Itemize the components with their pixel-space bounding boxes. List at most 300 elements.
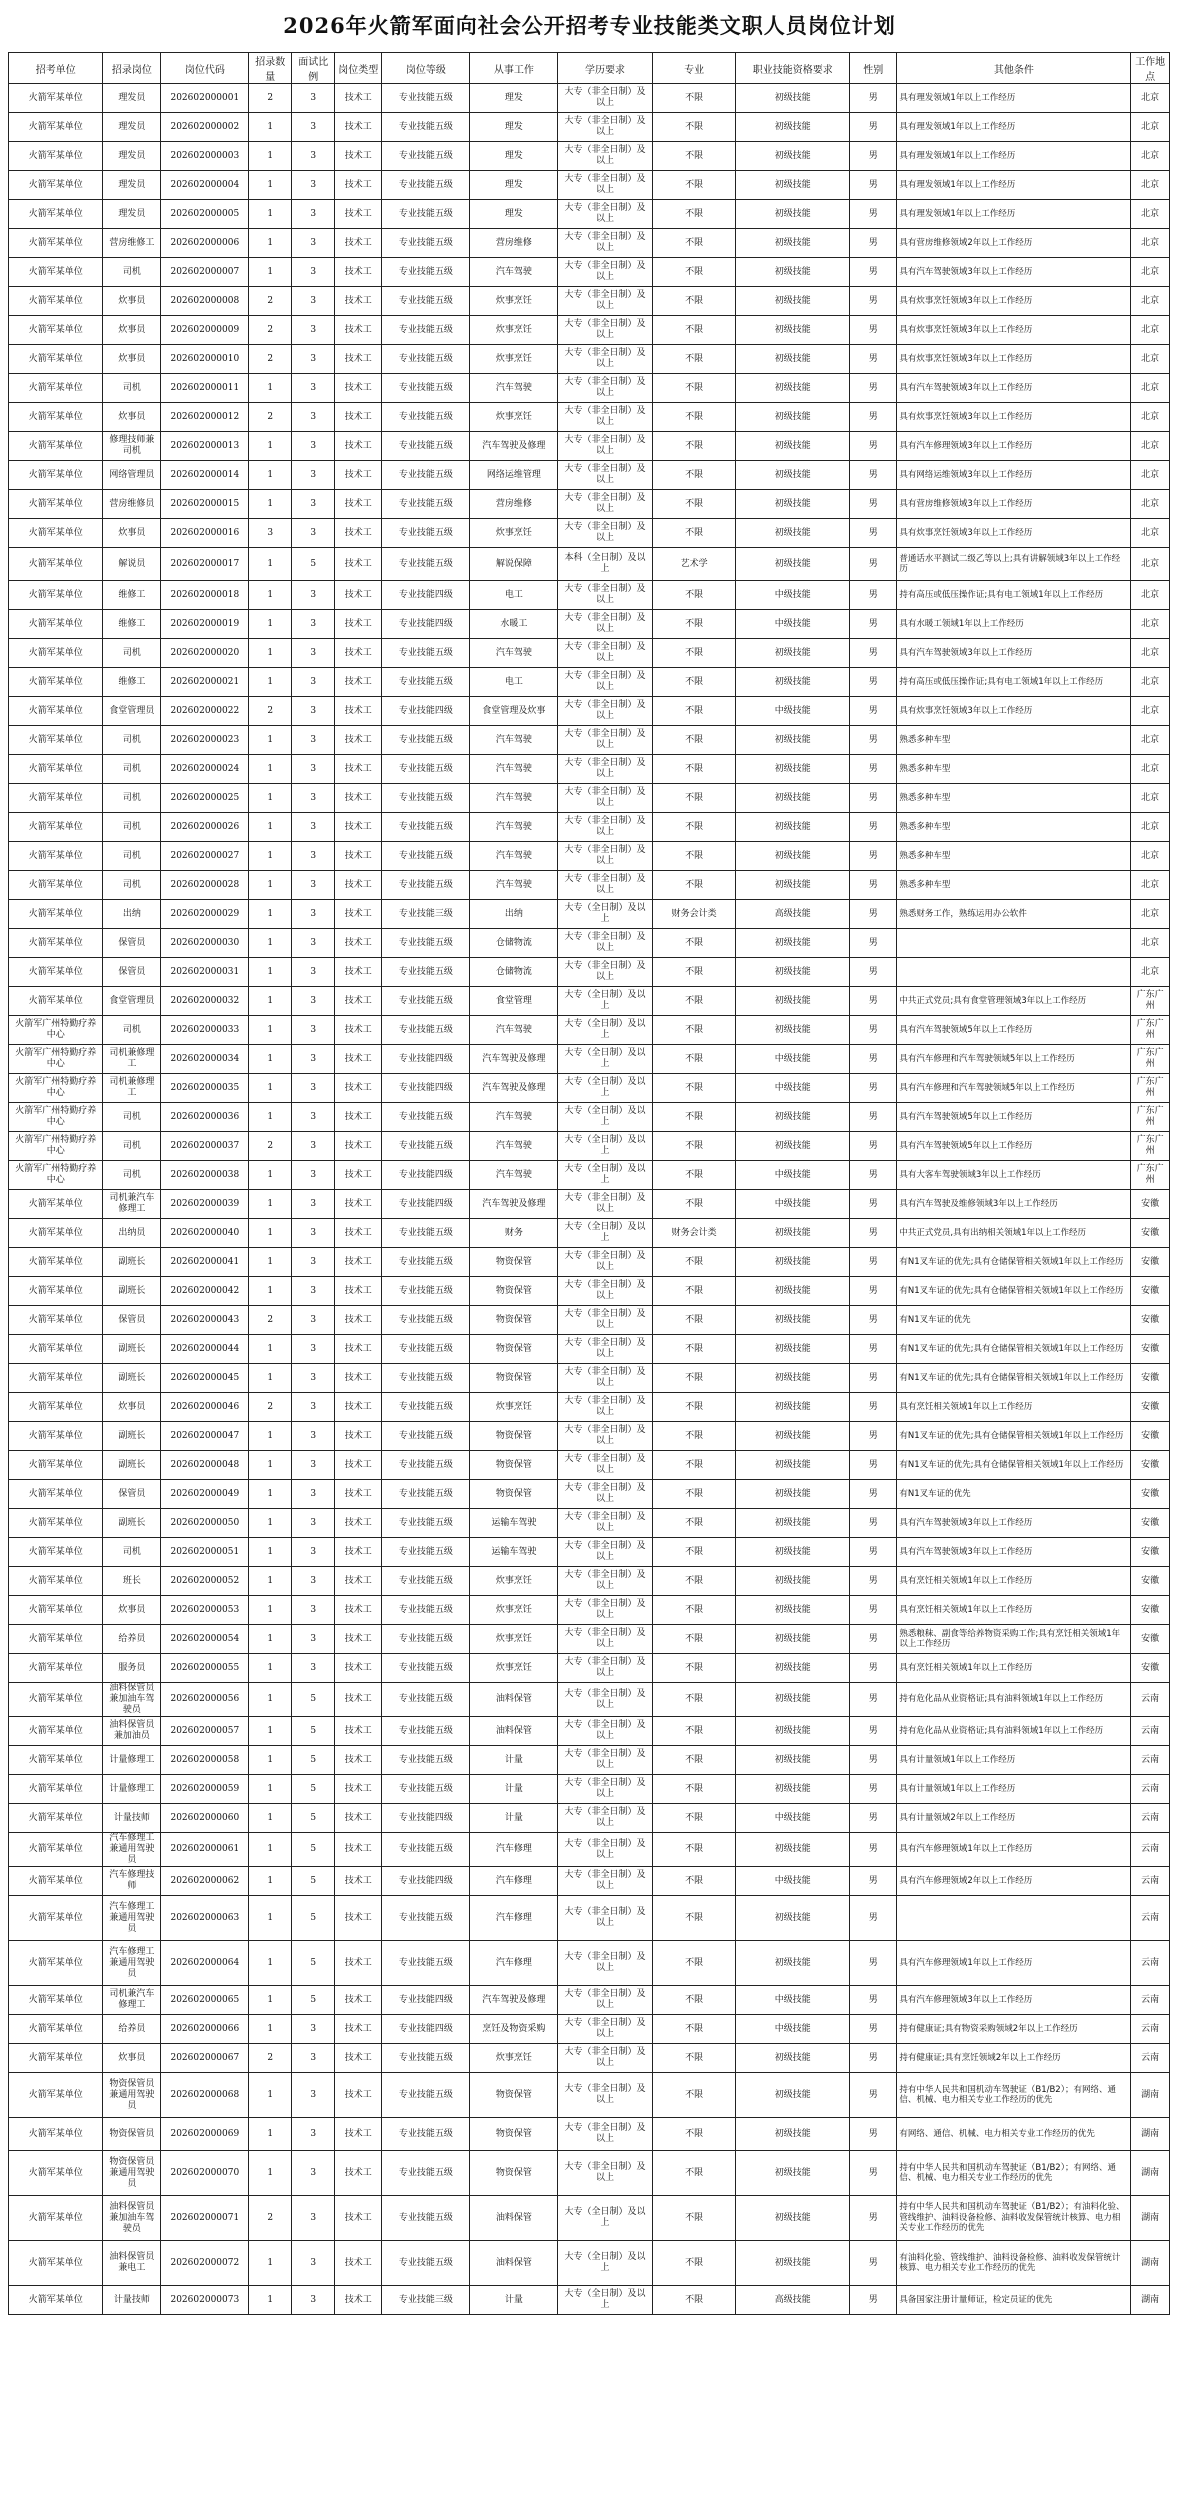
cell-level: 专业技能五级 xyxy=(382,958,470,987)
cell-ratio: 5 xyxy=(292,1833,335,1867)
cell-sex: 男 xyxy=(850,958,897,987)
cell-education: 大专（非全日制）及以上 xyxy=(558,113,652,142)
cell-work: 计量 xyxy=(470,1775,558,1804)
cell-education: 大专（非全日制）及以上 xyxy=(558,1480,652,1509)
cell-ratio: 5 xyxy=(292,1986,335,2015)
table-header-row xyxy=(9,53,1170,84)
cell-qualification: 初级技能 xyxy=(736,1335,850,1364)
cell-education: 大专（非全日制）及以上 xyxy=(558,345,652,374)
cell-code: 202602000042 xyxy=(161,1277,249,1306)
cell-other-conditions: 熟悉财务工作，熟练运用办公软件 xyxy=(897,900,1131,929)
cell-level: 专业技能五级 xyxy=(382,1833,470,1867)
cell-type: 技术工 xyxy=(335,1775,382,1804)
cell-unit: 火箭军某单位 xyxy=(9,171,103,200)
cell-count: 1 xyxy=(249,113,292,142)
cell-sex: 男 xyxy=(850,490,897,519)
cell-education: 大专（非全日制）及以上 xyxy=(558,1335,652,1364)
cell-sex: 男 xyxy=(850,2151,897,2196)
cell-code: 202602000056 xyxy=(161,1683,249,1717)
table-row xyxy=(9,142,1170,171)
cell-post: 汽车修理技师 xyxy=(103,1867,161,1896)
cell-education: 大专（非全日制）及以上 xyxy=(558,200,652,229)
cell-type: 技术工 xyxy=(335,1364,382,1393)
cell-level: 专业技能五级 xyxy=(382,229,470,258)
cell-location: 北京 xyxy=(1131,258,1170,287)
cell-post: 食堂管理员 xyxy=(103,697,161,726)
cell-count: 1 xyxy=(249,581,292,610)
cell-other-conditions: 具有理发领域1年以上工作经历 xyxy=(897,200,1131,229)
cell-qualification: 初级技能 xyxy=(736,2073,850,2118)
cell-qualification: 中级技能 xyxy=(736,1161,850,1190)
cell-other-conditions: 有油料化验、管线维护、油料设备检修、油料收发保管统计核算、电力相关专业工作经历的优先 xyxy=(897,2241,1131,2286)
cell-unit: 火箭军某单位 xyxy=(9,1654,103,1683)
cell-code: 202602000003 xyxy=(161,142,249,171)
cell-other-conditions: 有N1叉车证的优先;具有仓储保管相关领域1年以上工作经历 xyxy=(897,1335,1131,1364)
cell-other-conditions: 具有计量领域1年以上工作经历 xyxy=(897,1775,1131,1804)
cell-work: 炊事烹饪 xyxy=(470,2044,558,2073)
cell-other-conditions: 具有网络运维领域3年以上工作经历 xyxy=(897,461,1131,490)
cell-type: 技术工 xyxy=(335,1335,382,1364)
cell-qualification: 初级技能 xyxy=(736,374,850,403)
cell-other-conditions: 具有汽车驾驶领域3年以上工作经历 xyxy=(897,1538,1131,1567)
cell-location: 湖南 xyxy=(1131,2286,1170,2315)
cell-count: 1 xyxy=(249,900,292,929)
cell-major: 不限 xyxy=(652,1567,736,1596)
cell-post: 计量技师 xyxy=(103,2286,161,2315)
cell-qualification: 初级技能 xyxy=(736,2241,850,2286)
cell-ratio: 3 xyxy=(292,1248,335,1277)
cell-type: 技术工 xyxy=(335,258,382,287)
cell-work: 汽车驾驶 xyxy=(470,639,558,668)
cell-post: 汽车修理工兼通用驾驶员 xyxy=(103,1941,161,1986)
cell-education: 大专（全日制）及以上 xyxy=(558,1016,652,1045)
cell-ratio: 3 xyxy=(292,374,335,403)
cell-ratio: 3 xyxy=(292,1103,335,1132)
table-row xyxy=(9,1132,1170,1161)
cell-sex: 男 xyxy=(850,1016,897,1045)
cell-other-conditions: 具有汽车修理领域1年以上工作经历 xyxy=(897,1833,1131,1867)
cell-qualification: 中级技能 xyxy=(736,581,850,610)
cell-location: 安徽 xyxy=(1131,1393,1170,1422)
cell-level: 专业技能五级 xyxy=(382,1451,470,1480)
cell-type: 技术工 xyxy=(335,490,382,519)
cell-qualification: 初级技能 xyxy=(736,1016,850,1045)
cell-type: 技术工 xyxy=(335,1045,382,1074)
table-row xyxy=(9,2241,1170,2286)
cell-education: 大专（非全日制）及以上 xyxy=(558,1683,652,1717)
cell-major: 不限 xyxy=(652,929,736,958)
cell-other-conditions: 具有汽车修理和汽车驾驶领域5年以上工作经历 xyxy=(897,1045,1131,1074)
cell-count: 1 xyxy=(249,258,292,287)
cell-education: 大专（非全日制）及以上 xyxy=(558,374,652,403)
cell-count: 1 xyxy=(249,1538,292,1567)
cell-education: 大专（非全日制）及以上 xyxy=(558,1596,652,1625)
cell-other-conditions: 具有汽车修理和汽车驾驶领域5年以上工作经历 xyxy=(897,1074,1131,1103)
cell-sex: 男 xyxy=(850,432,897,461)
cell-education: 大专（非全日制）及以上 xyxy=(558,1833,652,1867)
cell-level: 专业技能五级 xyxy=(382,1248,470,1277)
cell-location: 北京 xyxy=(1131,84,1170,113)
cell-education: 大专（非全日制）及以上 xyxy=(558,403,652,432)
cell-other-conditions: 具有汽车驾驶领域5年以上工作经历 xyxy=(897,1132,1131,1161)
cell-major: 不限 xyxy=(652,1190,736,1219)
cell-post: 保管员 xyxy=(103,958,161,987)
cell-sex: 男 xyxy=(850,726,897,755)
cell-count: 1 xyxy=(249,461,292,490)
cell-major: 不限 xyxy=(652,345,736,374)
cell-count: 1 xyxy=(249,490,292,519)
cell-other-conditions: 具有炊事烹饪领域3年以上工作经历 xyxy=(897,345,1131,374)
cell-level: 专业技能五级 xyxy=(382,1219,470,1248)
cell-work: 炊事烹饪 xyxy=(470,345,558,374)
cell-qualification: 中级技能 xyxy=(736,1045,850,1074)
cell-count: 1 xyxy=(249,171,292,200)
cell-unit: 火箭军某单位 xyxy=(9,1567,103,1596)
cell-work: 运输车驾驶 xyxy=(470,1538,558,1567)
cell-type: 技术工 xyxy=(335,1538,382,1567)
cell-ratio: 3 xyxy=(292,2073,335,2118)
cell-major: 不限 xyxy=(652,1654,736,1683)
cell-sex: 男 xyxy=(850,610,897,639)
cell-qualification: 初级技能 xyxy=(736,1509,850,1538)
cell-unit: 火箭军某单位 xyxy=(9,1277,103,1306)
cell-location: 云南 xyxy=(1131,1804,1170,1833)
cell-education: 大专（非全日制）及以上 xyxy=(558,1746,652,1775)
cell-location: 湖南 xyxy=(1131,2241,1170,2286)
cell-type: 技术工 xyxy=(335,1683,382,1717)
cell-work: 汽车驾驶 xyxy=(470,1132,558,1161)
cell-code: 202602000023 xyxy=(161,726,249,755)
cell-count: 1 xyxy=(249,668,292,697)
cell-level: 专业技能四级 xyxy=(382,1867,470,1896)
cell-sex: 男 xyxy=(850,1683,897,1717)
cell-unit: 火箭军某单位 xyxy=(9,1833,103,1867)
table-row xyxy=(9,229,1170,258)
cell-other-conditions: 熟悉多种车型 xyxy=(897,871,1131,900)
cell-location: 北京 xyxy=(1131,519,1170,548)
cell-type: 技术工 xyxy=(335,200,382,229)
cell-level: 专业技能五级 xyxy=(382,1480,470,1509)
cell-type: 技术工 xyxy=(335,2196,382,2241)
cell-other-conditions: 具有汽车修理领域1年以上工作经历 xyxy=(897,1941,1131,1986)
cell-count: 1 xyxy=(249,842,292,871)
cell-qualification: 初级技能 xyxy=(736,1393,850,1422)
cell-location: 安徽 xyxy=(1131,1625,1170,1654)
cell-count: 1 xyxy=(249,1746,292,1775)
cell-major: 不限 xyxy=(652,519,736,548)
cell-ratio: 3 xyxy=(292,2286,335,2315)
cell-education: 大专（非全日制）及以上 xyxy=(558,1451,652,1480)
cell-type: 技术工 xyxy=(335,1509,382,1538)
cell-other-conditions: 熟悉粮秣、副食等给养物资采购工作;具有烹饪相关领域1年以上工作经历 xyxy=(897,1625,1131,1654)
cell-sex: 男 xyxy=(850,1867,897,1896)
cell-other-conditions: 具有水暖工领域1年以上工作经历 xyxy=(897,610,1131,639)
cell-other-conditions: 熟悉多种车型 xyxy=(897,842,1131,871)
cell-location: 北京 xyxy=(1131,581,1170,610)
cell-qualification: 初级技能 xyxy=(736,1248,850,1277)
cell-work: 出纳 xyxy=(470,900,558,929)
cell-level: 专业技能四级 xyxy=(382,1190,470,1219)
cell-major: 不限 xyxy=(652,461,736,490)
cell-level: 专业技能五级 xyxy=(382,929,470,958)
cell-code: 202602000039 xyxy=(161,1190,249,1219)
cell-ratio: 5 xyxy=(292,1683,335,1717)
cell-qualification: 初级技能 xyxy=(736,958,850,987)
cell-location: 北京 xyxy=(1131,142,1170,171)
cell-major: 财务会计类 xyxy=(652,900,736,929)
cell-sex: 男 xyxy=(850,581,897,610)
cell-level: 专业技能五级 xyxy=(382,316,470,345)
cell-sex: 男 xyxy=(850,258,897,287)
cell-qualification: 中级技能 xyxy=(736,1867,850,1896)
cell-count: 1 xyxy=(249,958,292,987)
table-row xyxy=(9,548,1170,581)
cell-level: 专业技能五级 xyxy=(382,987,470,1016)
cell-ratio: 3 xyxy=(292,1393,335,1422)
cell-post: 计量修理工 xyxy=(103,1746,161,1775)
cell-qualification: 初级技能 xyxy=(736,1596,850,1625)
cell-post: 物资保管员 xyxy=(103,2118,161,2151)
cell-count: 1 xyxy=(249,987,292,1016)
column-header: 招录数量 xyxy=(249,53,292,84)
cell-work: 仓储物流 xyxy=(470,958,558,987)
cell-work: 汽车修理 xyxy=(470,1896,558,1941)
table-row xyxy=(9,490,1170,519)
cell-qualification: 初级技能 xyxy=(736,2151,850,2196)
cell-ratio: 3 xyxy=(292,1074,335,1103)
cell-count: 1 xyxy=(249,1941,292,1986)
cell-work: 炊事烹饪 xyxy=(470,519,558,548)
cell-code: 202602000052 xyxy=(161,1567,249,1596)
cell-post: 炊事员 xyxy=(103,1596,161,1625)
cell-unit: 火箭军某单位 xyxy=(9,258,103,287)
cell-major: 不限 xyxy=(652,1867,736,1896)
cell-other-conditions: 具有汽车驾驶领域3年以上工作经历 xyxy=(897,1509,1131,1538)
cell-code: 202602000050 xyxy=(161,1509,249,1538)
cell-unit: 火箭军某单位 xyxy=(9,1683,103,1717)
cell-major: 不限 xyxy=(652,316,736,345)
cell-sex: 男 xyxy=(850,1074,897,1103)
cell-post: 司机 xyxy=(103,726,161,755)
cell-location: 北京 xyxy=(1131,813,1170,842)
cell-work: 汽车驾驶 xyxy=(470,726,558,755)
cell-other-conditions: 普通话水平测试二级乙等以上;具有讲解领域3年以上工作经历 xyxy=(897,548,1131,581)
cell-work: 汽车驾驶及修理 xyxy=(470,1190,558,1219)
cell-major: 不限 xyxy=(652,1045,736,1074)
cell-major: 不限 xyxy=(652,1306,736,1335)
cell-count: 3 xyxy=(249,519,292,548)
cell-location: 安徽 xyxy=(1131,1422,1170,1451)
cell-unit: 火箭军某单位 xyxy=(9,2015,103,2044)
cell-unit: 火箭军某单位 xyxy=(9,1509,103,1538)
cell-major: 不限 xyxy=(652,1248,736,1277)
table-row xyxy=(9,287,1170,316)
table-row xyxy=(9,1775,1170,1804)
cell-location: 云南 xyxy=(1131,1746,1170,1775)
cell-post: 营房维修工 xyxy=(103,229,161,258)
cell-major: 不限 xyxy=(652,113,736,142)
table-row xyxy=(9,1451,1170,1480)
cell-level: 专业技能五级 xyxy=(382,2196,470,2241)
table-row xyxy=(9,1833,1170,1867)
cell-education: 大专（非全日制）及以上 xyxy=(558,697,652,726)
cell-major: 不限 xyxy=(652,1833,736,1867)
cell-sex: 男 xyxy=(850,842,897,871)
cell-education: 大专（非全日制）及以上 xyxy=(558,490,652,519)
cell-post: 炊事员 xyxy=(103,1393,161,1422)
cell-work: 炊事烹饪 xyxy=(470,1393,558,1422)
cell-ratio: 3 xyxy=(292,490,335,519)
cell-other-conditions: 具有汽车驾驶及维修领域3年以上工作经历 xyxy=(897,1190,1131,1219)
cell-sex: 男 xyxy=(850,316,897,345)
cell-code: 202602000026 xyxy=(161,813,249,842)
cell-other-conditions: 持有危化品从业资格证;具有油料领域1年以上工作经历 xyxy=(897,1683,1131,1717)
cell-other-conditions: 熟悉多种车型 xyxy=(897,755,1131,784)
cell-code: 202602000040 xyxy=(161,1219,249,1248)
cell-count: 1 xyxy=(249,784,292,813)
cell-code: 202602000060 xyxy=(161,1804,249,1833)
table-row xyxy=(9,1016,1170,1045)
cell-other-conditions: 持有危化品从业资格证;具有油料领域1年以上工作经历 xyxy=(897,1717,1131,1746)
cell-major: 财务会计类 xyxy=(652,1219,736,1248)
cell-type: 技术工 xyxy=(335,871,382,900)
cell-sex: 男 xyxy=(850,1190,897,1219)
cell-ratio: 3 xyxy=(292,1422,335,1451)
cell-qualification: 初级技能 xyxy=(736,113,850,142)
cell-type: 技术工 xyxy=(335,1480,382,1509)
cell-ratio: 5 xyxy=(292,1775,335,1804)
cell-count: 1 xyxy=(249,1833,292,1867)
cell-sex: 男 xyxy=(850,755,897,784)
cell-work: 物资保管 xyxy=(470,1480,558,1509)
cell-post: 副班长 xyxy=(103,1364,161,1393)
cell-education: 大专（非全日制）及以上 xyxy=(558,871,652,900)
cell-code: 202602000012 xyxy=(161,403,249,432)
cell-other-conditions: 具有烹饪相关领域1年以上工作经历 xyxy=(897,1596,1131,1625)
table-row xyxy=(9,755,1170,784)
cell-code: 202602000029 xyxy=(161,900,249,929)
cell-qualification: 中级技能 xyxy=(736,1986,850,2015)
cell-major: 不限 xyxy=(652,1804,736,1833)
cell-other-conditions: 具有汽车驾驶领域3年以上工作经历 xyxy=(897,258,1131,287)
cell-qualification: 初级技能 xyxy=(736,171,850,200)
cell-education: 大专（非全日制）及以上 xyxy=(558,2073,652,2118)
cell-education: 大专（全日制）及以上 xyxy=(558,1074,652,1103)
cell-education: 大专（全日制）及以上 xyxy=(558,1161,652,1190)
table-row xyxy=(9,2015,1170,2044)
cell-sex: 男 xyxy=(850,142,897,171)
cell-location: 湖南 xyxy=(1131,2151,1170,2196)
cell-level: 专业技能五级 xyxy=(382,1941,470,1986)
cell-education: 大专（非全日制）及以上 xyxy=(558,1625,652,1654)
cell-level: 专业技能五级 xyxy=(382,1132,470,1161)
cell-sex: 男 xyxy=(850,1804,897,1833)
page-title: 2026年火箭军面向社会公开招考专业技能类文职人员岗位计划 xyxy=(283,13,896,38)
cell-post: 保管员 xyxy=(103,929,161,958)
cell-location: 北京 xyxy=(1131,958,1170,987)
cell-unit: 火箭军某单位 xyxy=(9,2044,103,2073)
cell-post: 理发员 xyxy=(103,113,161,142)
cell-location: 北京 xyxy=(1131,113,1170,142)
cell-major: 不限 xyxy=(652,958,736,987)
cell-location: 云南 xyxy=(1131,1896,1170,1941)
cell-post: 维修工 xyxy=(103,610,161,639)
cell-ratio: 3 xyxy=(292,403,335,432)
cell-qualification: 中级技能 xyxy=(736,610,850,639)
table-row xyxy=(9,842,1170,871)
cell-ratio: 3 xyxy=(292,1132,335,1161)
table-row xyxy=(9,316,1170,345)
cell-ratio: 3 xyxy=(292,1016,335,1045)
cell-level: 专业技能五级 xyxy=(382,403,470,432)
cell-code: 202602000054 xyxy=(161,1625,249,1654)
cell-major: 不限 xyxy=(652,2286,736,2315)
cell-education: 大专（非全日制）及以上 xyxy=(558,755,652,784)
cell-major: 不限 xyxy=(652,2151,736,2196)
cell-count: 2 xyxy=(249,1306,292,1335)
cell-type: 技术工 xyxy=(335,113,382,142)
cell-qualification: 初级技能 xyxy=(736,258,850,287)
cell-unit: 火箭军某单位 xyxy=(9,1717,103,1746)
cell-level: 专业技能五级 xyxy=(382,374,470,403)
cell-type: 技术工 xyxy=(335,142,382,171)
cell-qualification: 初级技能 xyxy=(736,229,850,258)
cell-qualification: 初级技能 xyxy=(736,784,850,813)
cell-post: 食堂管理员 xyxy=(103,987,161,1016)
cell-major: 不限 xyxy=(652,1335,736,1364)
cell-qualification: 初级技能 xyxy=(736,755,850,784)
cell-sex: 男 xyxy=(850,1335,897,1364)
cell-unit: 火箭军某单位 xyxy=(9,1335,103,1364)
cell-other-conditions: 持有高压或低压操作证;具有电工领域1年以上工作经历 xyxy=(897,668,1131,697)
table-row xyxy=(9,374,1170,403)
cell-ratio: 5 xyxy=(292,1941,335,1986)
cell-sex: 男 xyxy=(850,784,897,813)
cell-ratio: 3 xyxy=(292,2241,335,2286)
cell-major: 不限 xyxy=(652,1132,736,1161)
cell-ratio: 3 xyxy=(292,784,335,813)
cell-sex: 男 xyxy=(850,2073,897,2118)
cell-count: 1 xyxy=(249,1804,292,1833)
cell-major: 不限 xyxy=(652,1746,736,1775)
cell-post: 油料保管员兼加油员 xyxy=(103,1717,161,1746)
cell-post: 炊事员 xyxy=(103,519,161,548)
cell-major: 不限 xyxy=(652,200,736,229)
cell-education: 大专（非全日制）及以上 xyxy=(558,1364,652,1393)
cell-qualification: 初级技能 xyxy=(736,871,850,900)
cell-level: 专业技能五级 xyxy=(382,1393,470,1422)
cell-major: 不限 xyxy=(652,1775,736,1804)
cell-major: 不限 xyxy=(652,84,736,113)
cell-qualification: 初级技能 xyxy=(736,726,850,755)
cell-unit: 火箭军某单位 xyxy=(9,697,103,726)
cell-level: 专业技能五级 xyxy=(382,1509,470,1538)
cell-unit: 火箭军某单位 xyxy=(9,813,103,842)
cell-other-conditions: 具有烹饪相关领域1年以上工作经历 xyxy=(897,1654,1131,1683)
cell-sex: 男 xyxy=(850,813,897,842)
cell-location: 北京 xyxy=(1131,755,1170,784)
cell-count: 1 xyxy=(249,1422,292,1451)
table-row xyxy=(9,1393,1170,1422)
cell-unit: 火箭军某单位 xyxy=(9,755,103,784)
cell-type: 技术工 xyxy=(335,1625,382,1654)
cell-qualification: 初级技能 xyxy=(736,668,850,697)
cell-type: 技术工 xyxy=(335,581,382,610)
cell-other-conditions: 具有计量领域1年以上工作经历 xyxy=(897,1746,1131,1775)
table-row xyxy=(9,200,1170,229)
cell-code: 202602000068 xyxy=(161,2073,249,2118)
cell-ratio: 3 xyxy=(292,1306,335,1335)
